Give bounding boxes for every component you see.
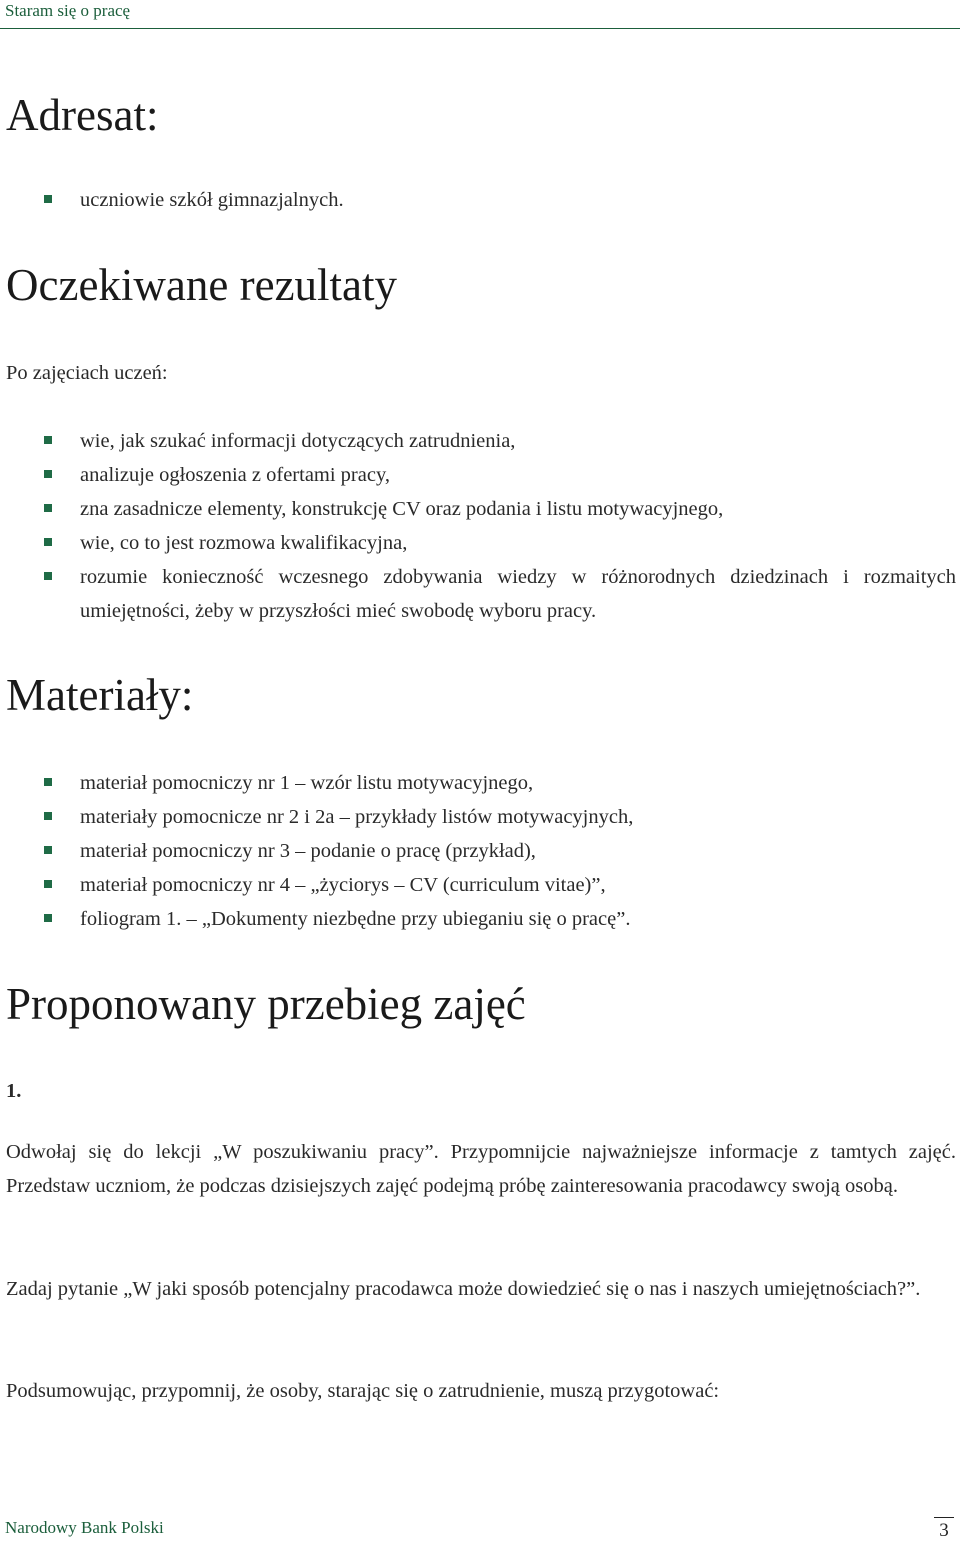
square-bullet-icon xyxy=(44,914,52,922)
list-rezultaty xyxy=(6,424,956,628)
running-title: Staram się o pracę xyxy=(5,1,131,20)
page-number: 3 xyxy=(934,1517,954,1542)
heading-adresat: Adresat: xyxy=(6,90,159,140)
square-bullet-icon xyxy=(44,778,52,786)
list-item: foliogram 1. – „Dokumenty niezbędne przy ubieganiu się o pracę”. xyxy=(6,902,956,936)
list-adresat xyxy=(6,183,956,217)
heading-proponowany-przebieg: Proponowany przebieg zajęć xyxy=(6,979,526,1029)
square-bullet-icon xyxy=(44,572,52,580)
square-bullet-icon xyxy=(44,846,52,854)
running-header xyxy=(0,0,960,29)
list-materialy xyxy=(6,766,956,936)
list-item: rozumie konieczność wczesnego zdobywania wiedzy w różnorodnych dziedzinach i rozmaitych umiejętności, żeby w przyszłości mieć swobodę wyboru pracy. xyxy=(6,560,956,628)
square-bullet-icon xyxy=(44,470,52,478)
list-item: materiał pomocniczy nr 1 – wzór listu motywacyjnego, xyxy=(6,766,956,800)
list-item: analizuje ogłoszenia z ofertami pracy, xyxy=(6,458,956,492)
page-footer xyxy=(0,1505,960,1547)
list-item: wie, co to jest rozmowa kwalifikacyjna, xyxy=(6,526,956,560)
square-bullet-icon xyxy=(44,195,52,203)
square-bullet-icon xyxy=(44,812,52,820)
list-item: materiały pomocnicze nr 2 i 2a – przykłady listów motywacyjnych, xyxy=(6,800,956,834)
paragraph-zadaj-pytanie: Zadaj pytanie „W jaki sposób potencjalny pracodawca może dowiedzieć się o nas i naszych umiejętnościach?”. xyxy=(6,1278,921,1300)
square-bullet-icon xyxy=(44,538,52,546)
heading-oczekiwane-rezultaty: Oczekiwane rezultaty xyxy=(6,260,398,310)
square-bullet-icon xyxy=(44,504,52,512)
square-bullet-icon xyxy=(44,436,52,444)
square-bullet-icon xyxy=(44,880,52,888)
step-number: 1. xyxy=(6,1080,22,1102)
paragraph-odwolaj: Odwołaj się do lekcji „W poszukiwaniu pracy”. Przypomnijcie najważniejsze informacje z tamtych zajęć. Przedstaw uczniom, że podczas dzisiejszych zajęć podejmą próbę zainteresowania pracodawcy swoją osobą. xyxy=(6,1141,956,1197)
publisher-name: Narodowy Bank Polski xyxy=(5,1518,164,1537)
paragraph-podsumowujac: Podsumowując, przypomnij, że osoby, starając się o zatrudnienie, muszą przygotować: xyxy=(6,1380,720,1402)
list-item: uczniowie szkół gimnazjalnych. xyxy=(6,183,956,217)
list-item: wie, jak szukać informacji dotyczących zatrudnienia, xyxy=(6,424,956,458)
list-item: zna zasadnicze elementy, konstrukcję CV oraz podania i listu motywacyjnego, xyxy=(6,492,956,526)
list-item: materiał pomocniczy nr 4 – „życiorys – CV (curriculum vitae)”, xyxy=(6,868,956,902)
heading-materialy: Materiały: xyxy=(6,670,194,720)
rezultaty-intro: Po zajęciach uczeń: xyxy=(6,362,168,384)
list-item: materiał pomocniczy nr 3 – podanie o pracę (przykład), xyxy=(6,834,956,868)
